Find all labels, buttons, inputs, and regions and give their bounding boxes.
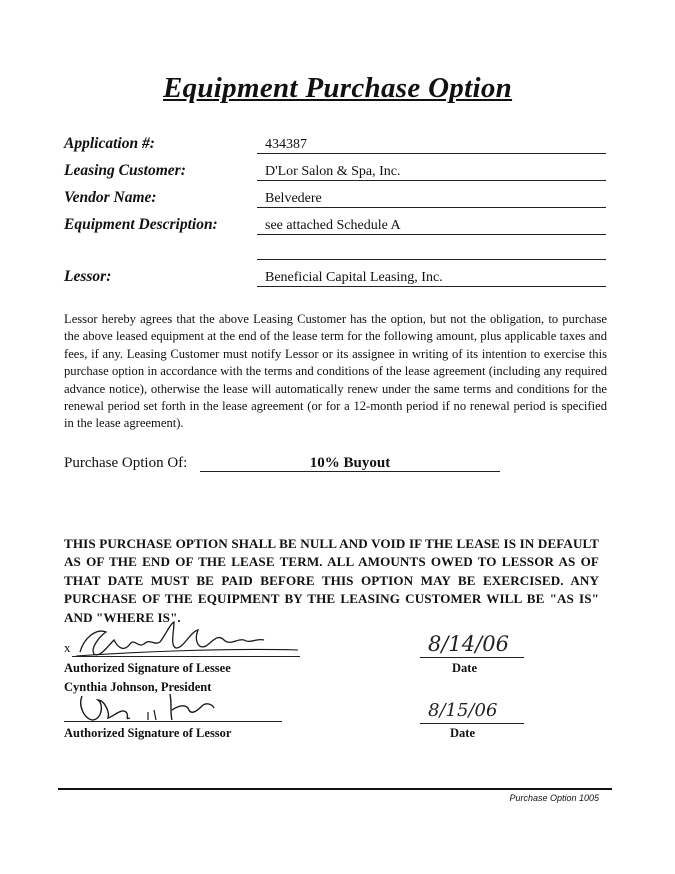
page-title: Equipment Purchase Option	[162, 72, 513, 104]
lessor-signature-line	[64, 721, 282, 722]
application-number-line	[257, 153, 606, 154]
lessor-line	[257, 286, 606, 287]
purchase-option-line	[200, 471, 500, 472]
leasing-customer-value: D'Lor Salon & Spa, Inc.	[265, 164, 401, 179]
leasing-customer-line	[257, 180, 606, 181]
lessee-date-value: 8/14/06	[428, 632, 509, 656]
vendor-name-label: Vendor Name:	[64, 189, 157, 206]
footer-rule	[58, 788, 612, 790]
lessee-date-label: Date	[452, 661, 477, 675]
lessee-signature-prefix: x	[64, 640, 71, 655]
purchase-option-label: Purchase Option Of:	[64, 455, 188, 471]
footer-form-number: Purchase Option 1005	[509, 793, 599, 803]
purchase-option-value: 10% Buyout	[309, 455, 391, 471]
equipment-description-label: Equipment Description:	[64, 216, 218, 233]
application-number-label: Application #:	[64, 135, 155, 152]
lessor-date-line	[420, 723, 524, 724]
lessee-signature-line	[72, 656, 300, 657]
lessor-label: Lessor:	[64, 268, 112, 285]
equipment-description-line-2	[257, 259, 606, 260]
lessor-date-label: Date	[450, 726, 475, 740]
leasing-customer-label: Leasing Customer:	[64, 162, 186, 179]
lessor-value: Beneficial Capital Leasing, Inc.	[265, 270, 443, 285]
equipment-description-value: see attached Schedule A	[265, 218, 401, 233]
warning-text: THIS PURCHASE OPTION SHALL BE NULL AND VOID IF THE LEASE IS IN DEFAULT AS OF THE END OF THE LEASE TERM. ALL AMOUNTS OWED TO LESSOR AS OF THAT DATE MUST BE PAID BEFORE THIS OPTION MAY BE EXERCISED. ANY PURCHASE OF THE EQUIPMENT BY THE LEASING CUSTOMER WILL BE "AS IS" AND "WHERE IS".	[64, 536, 599, 625]
lessor-signature-label: Authorized Signature of Lessor	[64, 726, 232, 740]
vendor-name-line	[257, 207, 606, 208]
lessee-signature-icon	[74, 618, 304, 660]
lessee-signature-label: Authorized Signature of Lessee	[64, 661, 231, 675]
terms-paragraph: Lessor hereby agrees that the above Leasing Customer has the option, but not the obligation, to purchase the above leased equipment at the end of the lease term for the following amount, plus applicable taxes and fees, if any. Leasing Customer must notify Lessor or its assignee in writing of its intention to exercise this purchase option in accordance with the terms and conditions of the lease agreement (including any required advance notice), otherwise the lease will automatically renew under the same terms and conditions for the renewal period set forth in the lease agreement (or for a 12-month period if no renewal period is specified in the lease agreement).	[64, 312, 607, 431]
lessee-printed-name: Cynthia Johnson, President	[64, 680, 212, 694]
vendor-name-value: Belvedere	[265, 191, 322, 206]
application-number-value: 434387	[265, 137, 307, 152]
lessee-date-line	[420, 657, 524, 658]
lessor-date-value: 8/15/06	[428, 700, 498, 721]
equipment-description-line	[257, 234, 606, 235]
